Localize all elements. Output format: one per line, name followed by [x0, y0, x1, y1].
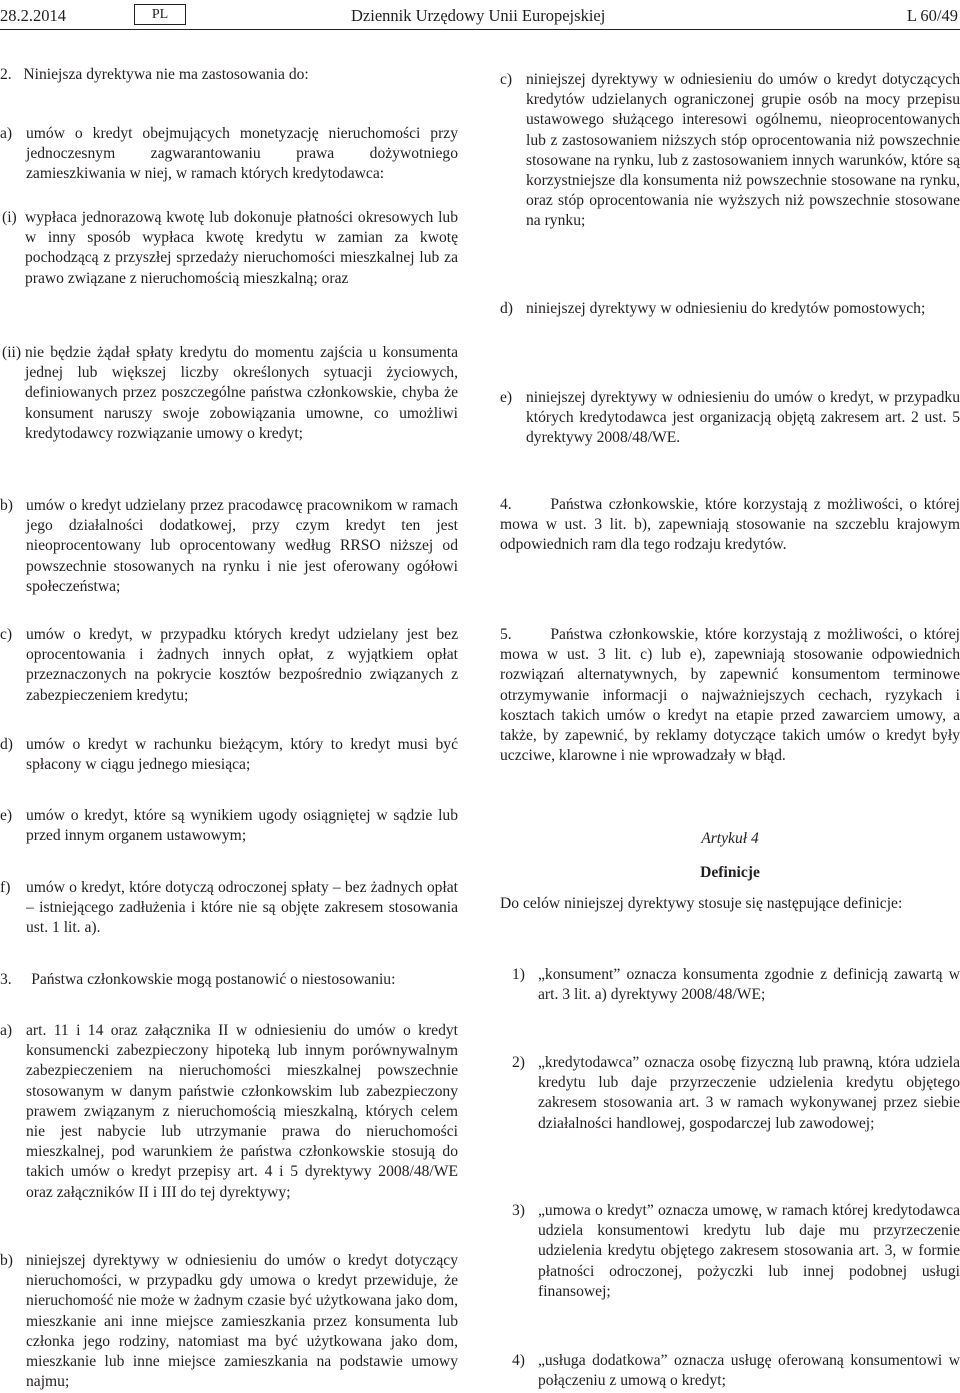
- list-item-a3: [0, 1021, 458, 1203]
- sub-item-ii: [2, 343, 458, 444]
- item-label: c): [500, 71, 513, 88]
- item-label: (ii): [2, 344, 22, 361]
- item-text: umów o kredyt udzielany przez pracodawcę pracownikom w ramach jego działalności dodatkowej, przy czym kredyt ten jest nieoprocentowany lub oprocentowany według RRSO niższej od powszechnie stosowanych na rynku i nie jest oferowany ogółowi społeczeństwa;: [26, 497, 458, 595]
- definition-1: [512, 965, 960, 1005]
- publication-date: 28.2.2014: [0, 6, 66, 25]
- list-item-d: [0, 735, 458, 775]
- item-label: a): [0, 1022, 13, 1039]
- page-reference: L 60/49: [906, 6, 958, 25]
- list-item-a: [0, 124, 458, 185]
- paragraph-number: 3.: [0, 971, 12, 988]
- item-text: „umowa o kredyt” oznacza umowę, w ramach której kredytodawca udziela konsumentowi kredytu lub daje mu przyrzeczenie udzielenia kredytu objętego zakresem stosowania art. 3, w formie płatności odroczonej, pożyczki lub innej podobnej usługi finansowej;: [538, 1202, 960, 1300]
- paragraph-4: [500, 495, 960, 556]
- item-text: niniejszej dyrektywy w odniesieniu do kredytów pomostowych;: [526, 300, 926, 317]
- paragraph-text: Niniejsza dyrektywa nie ma zastosowania do:: [23, 66, 309, 83]
- definition-3: [512, 1201, 960, 1302]
- item-label: 3): [512, 1202, 525, 1219]
- item-label: b): [0, 497, 13, 514]
- paragraph-number: 5.: [500, 626, 512, 643]
- paragraph-5: [500, 625, 960, 766]
- item-text: umów o kredyt w rachunku bieżącym, który to kredyt musi być spłacony w ciągu jednego miesiąca;: [26, 736, 458, 774]
- article-title: Definicje: [700, 864, 760, 881]
- item-text: niniejszej dyrektywy w odniesieniu do umów o kredyt dotyczący nieruchomości, w przypadku gdy umowa o kredyt przewiduje, że nieruchomość nie może w żadnym czasie być użytkowana jako dom, mieszkanie ani inne miejsce zamieszkania przez konsumenta lub członka jego rodziny, natomiast ma być użytkowana jako dom, mieszkanie lub inne miejsce zamieszkania na podstawie umowy najmu;: [26, 1252, 458, 1391]
- definition-2: [512, 1053, 960, 1134]
- item-text: nie będzie żądał spłaty kredytu do momentu zajścia u konsumenta jednej lub większej liczby określonych sytuacji życiowych, definiowanych przez poszczególne państwa członkowskie, chyba że konsument naruszy swoje zobowiązania umowne, co umożliwi kredytodawcy rozwiązanie umowy o kredyt;: [25, 344, 458, 442]
- item-text: umów o kredyt, które dotyczą odroczonej spłaty – bez żadnych opłat – istniejącego zadłużenia i które nie są objęte zakresem stosowania ust. 1 lit. a).: [26, 879, 458, 937]
- list-item-b: [0, 496, 458, 597]
- item-label: d): [0, 736, 13, 753]
- item-text: art. 11 i 14 oraz załącznika II w odniesieniu do umów o kredyt konsumencki zabezpieczony hipoteką lub innym porównywalnym zabezpieczeniem na nieruchomości mieszkalnej powszechnie stosowanym w danym państwie członkowskim lub zabezpieczony prawem związanym z nieruchomością mieszkalną, których celem nie jest nabycie lub utrzymanie prawa do nieruchomości mieszkalnej, pod warunkiem że państwa członkowskie stosują do takich umów o kredyt przepisy art. 4 i 5 dyrektywy 2008/48/WE oraz załączników II i III do tej dyrektywy;: [26, 1022, 458, 1201]
- item-text: umów o kredyt, w przypadku których kredyt udzielany jest bez oprocentowania i żadnych innych opłat, z wyjątkiem opłat przeznaczonych na pokrycie kosztów bezpośrednio związanych z zabezpieczeniem kredytu;: [26, 626, 458, 704]
- item-label: 2): [512, 1054, 525, 1071]
- item-label: d): [500, 300, 513, 317]
- item-text: niniejszej dyrektywy w odniesieniu do umów o kredyt dotyczących kredytów udzielanych ograniczonej grupie osób na mocy przepisu ustawowego służącego interesowi ogólnemu, nieoprocentowanych lub z zastosowaniem niższych stóp oprocentowania niż powszechnie stosowane na rynku, lub z zastosowaniem innych warunków, które są korzystniejsze dla konsumenta niż powszechnie stosowane na rynku, oraz stóp oprocentowania nie wyższych niż powszechnie stosowane na rynku;: [526, 71, 960, 230]
- item-label: b): [0, 1252, 13, 1269]
- paragraph-3: [0, 970, 458, 990]
- item-label: 4): [512, 1352, 525, 1369]
- list-item-e: [0, 806, 458, 846]
- list-item-f: [0, 878, 458, 939]
- item-text: „konsument” oznacza konsumenta zgodnie z definicją zawartą w art. 3 lit. a) dyrektywy 2008/48/WE;: [538, 966, 960, 1004]
- page-header: [0, 2, 960, 28]
- item-label: a): [0, 125, 13, 142]
- list-item-e-right: [500, 388, 960, 449]
- item-label: 1): [512, 966, 525, 983]
- sub-item-i: [2, 208, 458, 289]
- item-label: e): [0, 807, 13, 824]
- language-badge: PL: [134, 4, 186, 25]
- definition-4: [512, 1351, 960, 1391]
- list-item-d-right: [500, 299, 960, 319]
- item-text: „kredytodawca” oznacza osobę fizyczną lub prawną, która udziela kredytu lub daje przyrzeczenie udzielenia kredytu objętego zakresem stosowania art. 3 w ramach wykonywanej przez siebie działalności handlowej, gospodarczej lub zawodowej;: [538, 1054, 960, 1132]
- item-text: niniejszej dyrektywy w odniesieniu do umów o kredyt, w przypadku których kredytodawca jest organizacją objętą zakresem art. 2 ust. 5 dyrektywy 2008/48/WE.: [526, 389, 960, 447]
- paragraph-text: Państwa członkowskie, które korzystają z możliwości, o której mowa w ust. 3 lit. c) lub e), zapewniają stosowanie odpowiednich rozwiązań alternatywnych, by zapewnić konsumentom terminowe otrzymywanie informacji o najważniejszych cechach, ryzykach i kosztach takich umów o kredyt na etapie przed zawarciem umowy, a także, by zapewnić, by reklamy dotyczące takich umów o kredyt były uczciwe, klarowne i nie wprowadzały w błąd.: [500, 626, 960, 765]
- paragraph-text: Państwa członkowskie mogą postanowić o niestosowaniu:: [31, 971, 396, 988]
- paragraph-number: 4.: [500, 496, 512, 513]
- list-item-c: [0, 625, 458, 706]
- item-label: c): [0, 626, 13, 643]
- item-text: „usługa dodatkowa” oznacza usługę oferowaną konsumentowi w połączeniu z umową o kredyt;: [538, 1352, 960, 1390]
- item-text: wypłaca jednorazową kwotę lub dokonuje płatności okresowych lub w inny sposób wypłaca kwotę kredytu w zamian za kwotę pochodzącą z przyszłej sprzedaży nieruchomości mieszkalnej lub za prawo związane z nieruchomością mieszkalną; oraz: [25, 209, 458, 287]
- header-divider: [0, 29, 960, 30]
- definitions-intro: Do celów niniejszej dyrektywy stosuje się następujące definicje:: [500, 895, 903, 912]
- paragraph-2: [0, 65, 458, 85]
- list-item-c-right: [500, 70, 960, 232]
- item-label: e): [500, 389, 513, 406]
- item-text: umów o kredyt, które są wynikiem ugody osiągniętej w sądzie lub przed innym organem ustawowym;: [26, 807, 458, 845]
- paragraph-number: 2.: [0, 66, 12, 83]
- list-item-b3: [0, 1251, 458, 1392]
- journal-title: Dziennik Urzędowy Unii Europejskiej: [351, 6, 606, 25]
- paragraph-text: Państwa członkowskie, które korzystają z możliwości, o której mowa w ust. 3 lit. b), zapewniają stosowanie na szczeblu krajowym odpowiednich ram dla tego rodzaju kredytów.: [500, 496, 960, 554]
- article-number: Artykuł 4: [701, 830, 759, 847]
- item-label: f): [0, 879, 11, 896]
- item-label: (i): [2, 209, 17, 226]
- item-text: umów o kredyt obejmujących monetyzację nieruchomości przy jednoczesnym zagwarantowaniu prawa dożywotniego zamieszkiwania w niej, w ramach których kredytodawca:: [26, 125, 458, 183]
